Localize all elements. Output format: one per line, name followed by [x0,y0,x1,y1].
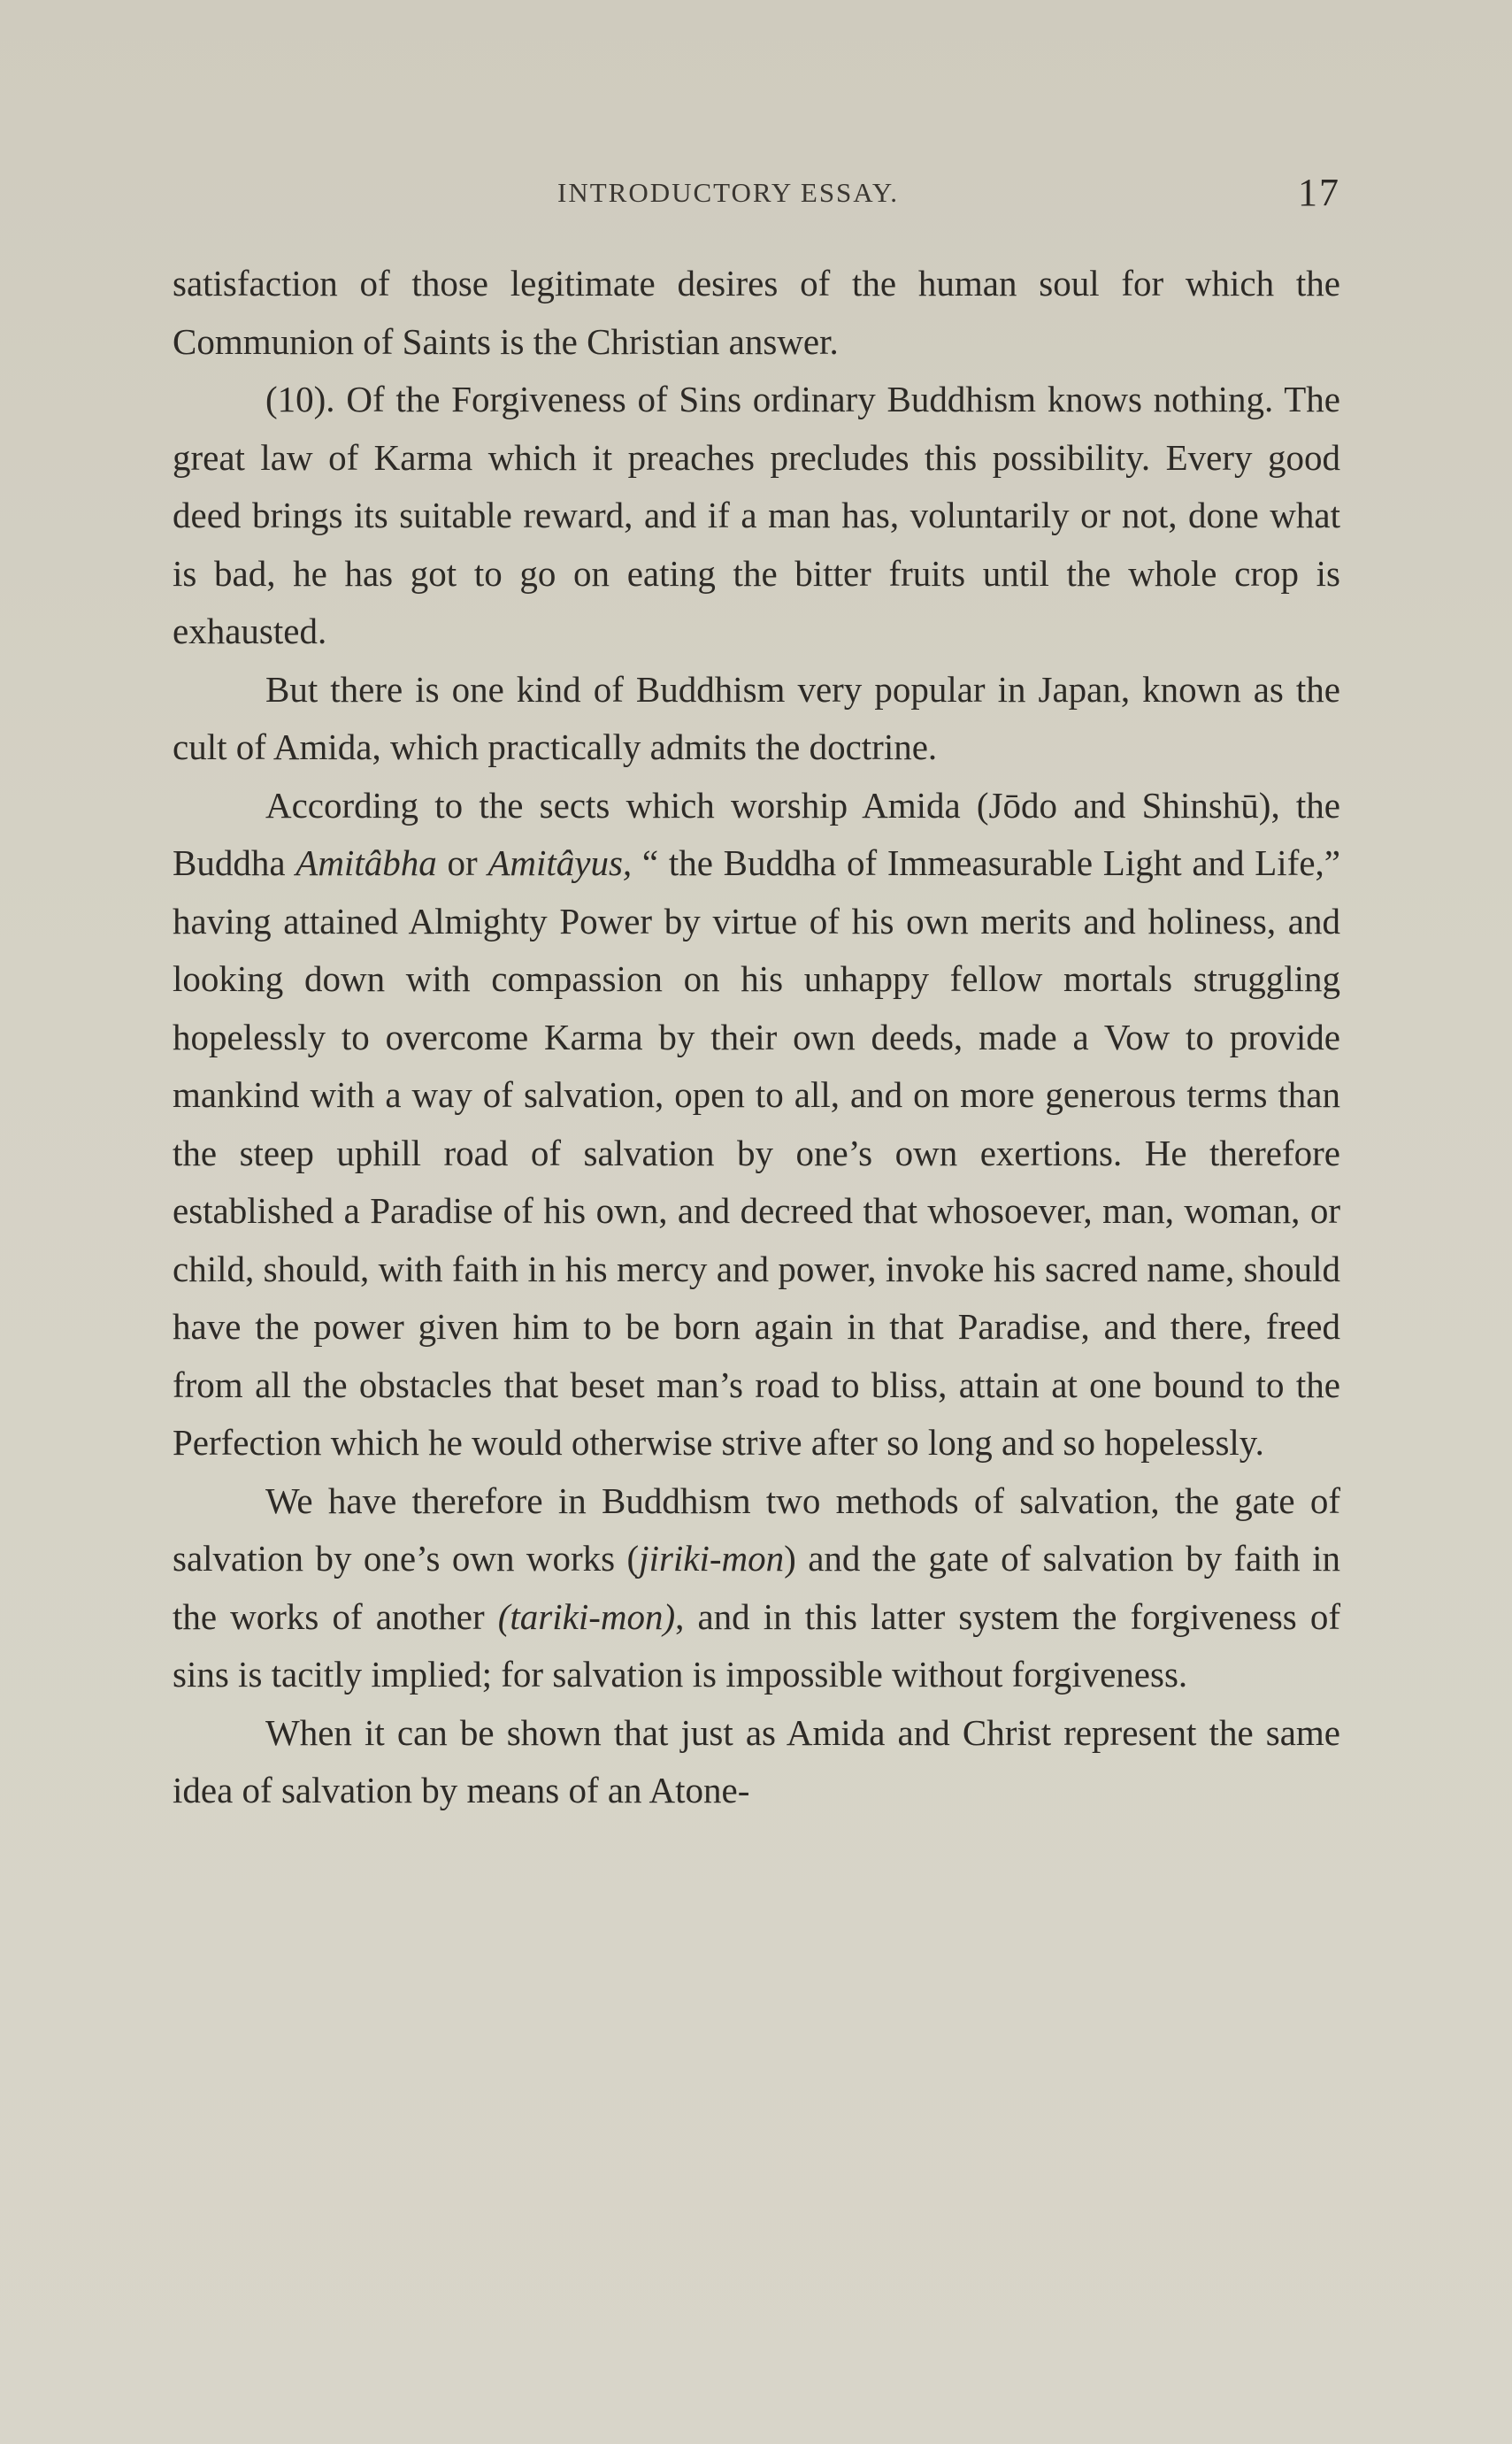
paragraph-amida-doctrine [173,777,1340,1472]
running-head [173,170,1340,214]
running-title: INTRODUCTORY ESSAY. [557,177,899,208]
text-segment: (10). Of the Forgiveness of Sins ordinary Buddhism knows nothing. The great law of Karma which it preaches precludes this possibility. Every good deed brings its suitable reward, and if a man has, voluntarily or not, done what is bad, he has got to go on eating the bitter fruits until the whole crop is exhausted. [173,379,1340,651]
text-segment: We have therefore in Buddhism two methods of salvation, the gate of salvation by one’s own works ( [173,1479,1340,1579]
page-number: 17 [1298,171,1340,214]
paragraph-two-methods [173,1472,1340,1704]
paragraph-amida-and-christ [173,1704,1340,1820]
text-segment: satisfaction of those legitimate desires of the human soul for which the Communion of Saints is the Christian answer. [173,263,1340,362]
text-segment: “ the Buddha of Immeasurable Light and Life,” having attained Almighty Power by virtue of his own merits and holiness, and looking down with compassion on his unhappy fellow mortals struggling hopelessly to overcome Karma by their own deeds, made a Vow to provide mankind with a way of salvation, open to all, and on more generous terms than the steep uphill road of salvation by one’s own exertions. He therefore established a Paradise of his own, and decreed that whosoever, man, woman, or child, should, with faith in his mercy and power, invoke his sacred name, should have the power given him to be born again in that Paradise, and there, freed from all the obstacles that beset man’s road to bliss, attain at one bound to the Perfection which he would otherwise strive after so long and so hopelessly. [173,842,1340,1463]
text-segment: According to the sects which worship Amida (Jōdo and Shinshū), the Buddha [173,784,1340,883]
text-segment: , and in this latter system the forgiveness of sins is tacitly implied; for salvation is impossible without forgiveness. [173,1595,1340,1695]
italic-term-tariki-mon: (tariki-mon) [497,1595,676,1637]
text-segment: ) and the gate of salvation by faith in the works of another [173,1538,1340,1637]
body-text [173,255,1340,1820]
paragraph-forgiveness-of-sins [173,371,1340,661]
paragraph-continuation [173,255,1340,371]
text-segment: or [436,842,488,883]
italic-term-amitabha: Amitâbha [295,842,437,883]
paragraph-cult-of-amida [173,661,1340,777]
italic-term-amitayus: Amitâyus, [487,842,633,883]
italic-term-jiriki-mon: jiriki-mon [639,1538,785,1579]
text-segment: But there is one kind of Buddhism very popular in Japan, known as the cult of Amida, which practically admits the doctrine. [173,668,1340,767]
text-segment: When it can be shown that just as Amida and Christ represent the same idea of salvation by means of an Atone- [173,1711,1340,1810]
